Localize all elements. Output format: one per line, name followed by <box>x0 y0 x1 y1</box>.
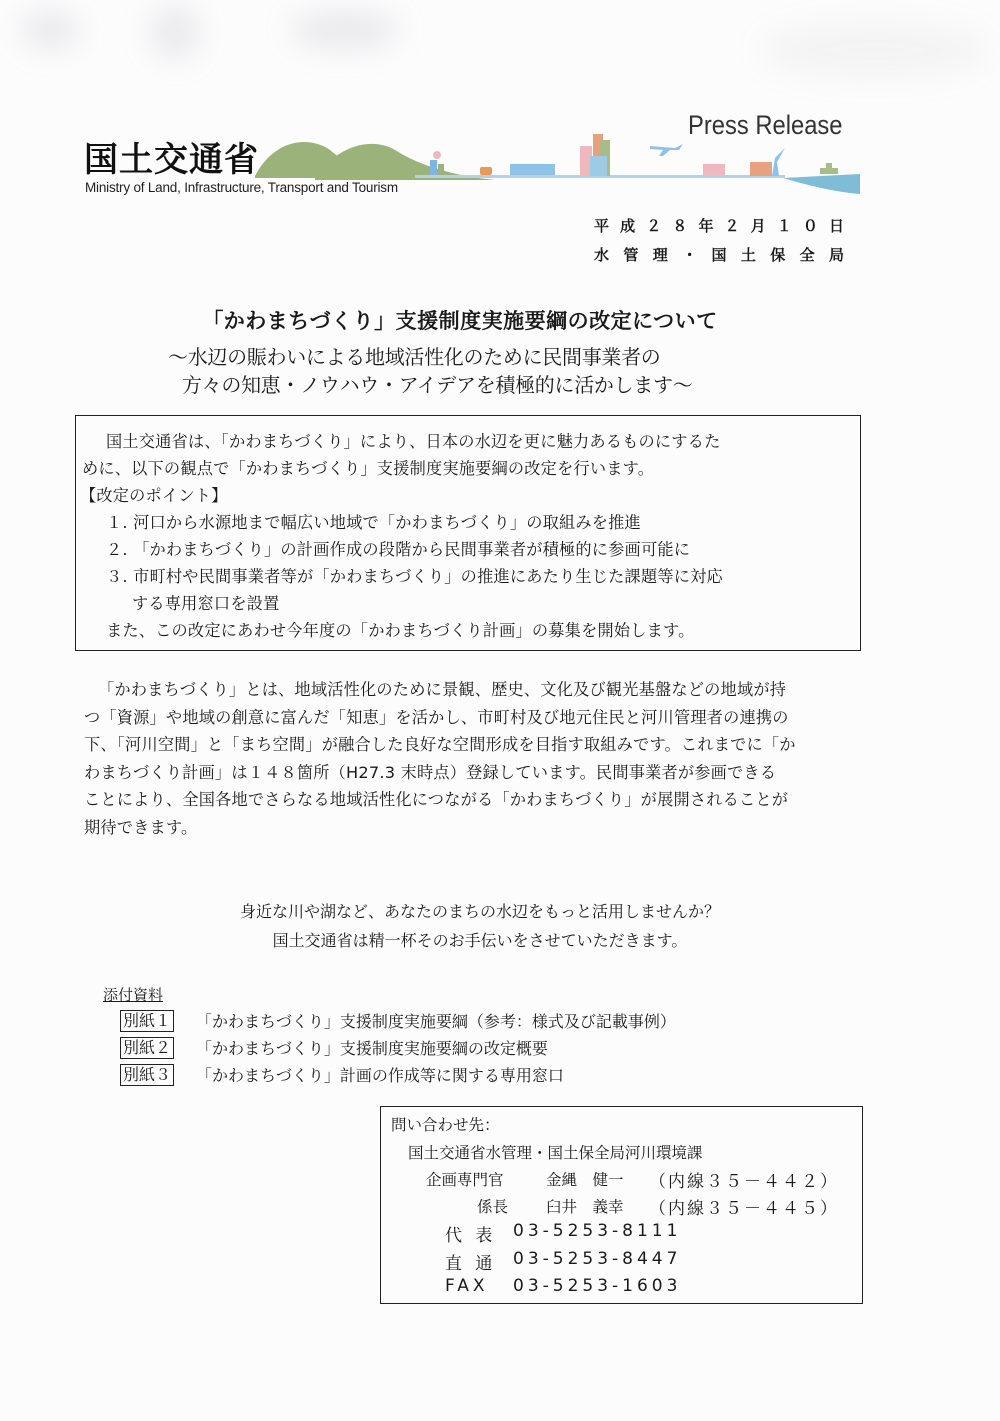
attachment-item[interactable] <box>120 1009 676 1032</box>
ship-icon <box>820 168 838 174</box>
issue-date: 平成２８年２月１０日 <box>594 217 850 235</box>
scan-smudge <box>20 10 80 50</box>
attachments-heading: 添付資料 <box>103 986 164 1004</box>
phone-number[interactable]: 03-5253-8111 <box>513 1221 682 1241</box>
fax-number[interactable]: 03-5253-1603 <box>513 1276 682 1296</box>
point-text: 河口から水源地まで幅広い地域で「かわまちづくり」の取組みを推進 <box>133 513 641 532</box>
ministry-logo-en: Ministry of Land, Infrastructure, Transport and Tourism <box>85 180 398 195</box>
point-text: 市町村や民間事業者等が「かわまちづくり」の推進にあたり生じた課題等に対応 <box>133 567 723 586</box>
points-heading: 【改定のポイント】 <box>80 486 228 505</box>
phone-number[interactable]: 03-5253-8447 <box>513 1249 682 1269</box>
attachment-title: 「かわまちづくり」計画の作成等に関する専用窓口 <box>196 1066 564 1085</box>
revision-summary-box <box>75 415 861 651</box>
summary-intro-line: 国土交通省は、「かわまちづくり」により、日本の水辺を更に魅力あるものにするた <box>106 432 721 451</box>
body-line: ことにより、全国各地でさらなる地域活性化につながる「かわまちづくり」が展開されることが <box>84 790 789 809</box>
plane-icon <box>650 144 683 156</box>
factory-icon <box>750 162 772 176</box>
body-paragraph <box>84 676 864 841</box>
attachment-tag: 別紙３ <box>120 1064 174 1086</box>
point-number: １. <box>106 513 128 532</box>
attachment-title: 「かわまちづくり」支援制度実施要綱の改定概要 <box>196 1039 548 1058</box>
attachment-item[interactable] <box>120 1063 564 1086</box>
point-number: ２. <box>106 540 128 559</box>
ministry-logo-jp: 国土交通省 <box>84 140 259 180</box>
appeal-line: 身近な川や湖など、あなたのまちの水辺をもっと活用しませんか？ <box>239 902 720 921</box>
revision-point <box>106 509 641 536</box>
sea-shape <box>783 174 860 194</box>
attachment-title: 「かわまちづくり」支援制度実施要綱（参考：様式及び記載事例） <box>196 1012 676 1031</box>
attachment-item[interactable] <box>120 1036 548 1059</box>
attachment-tag: 別紙１ <box>120 1010 174 1032</box>
document-subtitle <box>168 343 692 399</box>
contact-name: 臼井 義幸 <box>546 1198 624 1216</box>
point-number: ３. <box>106 567 128 586</box>
phone-label: 直 通 <box>445 1254 497 1274</box>
summary-closing: また、この改定にあわせ今年度の「かわまちづくり計画」の募集を開始します。 <box>106 621 695 640</box>
subtitle-line: 方々の知恵・ノウハウ・アイデアを積極的に活かします～ <box>182 373 693 397</box>
landscape-banner-illustration <box>255 128 860 196</box>
contact-extension: （内線３５－４４２） <box>649 1172 839 1192</box>
point-text: 「かわまちづくり」の計画作成の段階から民間事業者が積極的に参画可能に <box>133 540 691 559</box>
body-line: 「かわまちづくり」とは、地域活性化のために景観、歴史、文化及び観光基盤などの地域が持 <box>98 680 787 699</box>
building-icon <box>590 156 607 176</box>
document-title: 「かわまちづくり」支援制度実施要綱の改定について <box>202 309 718 333</box>
scan-smudge <box>150 5 200 60</box>
subtitle-line: ～水辺の賑わいによる地域活性化のために民間事業者の <box>168 345 661 369</box>
scan-smudge <box>290 10 400 50</box>
contact-role: 企画専門官 <box>426 1171 504 1189</box>
contact-box <box>380 1106 863 1304</box>
contact-heading: 問い合わせ先： <box>391 1116 500 1134</box>
attachment-tag: 別紙２ <box>120 1037 174 1059</box>
phone-label: FAX <box>445 1276 489 1296</box>
revision-point <box>106 563 723 590</box>
scan-smudge <box>760 20 990 80</box>
summary-intro-line: めに、以下の観点で「かわまちづくり」支援制度実施要綱の改定を行います。 <box>82 459 655 478</box>
issuing-bureau: 水管理・国土保全局 <box>594 246 850 264</box>
body-line: つ「資源」や地域の創意に富んだ「知恵」を活かし、市町村及び地元住民と河川管理者の連携の <box>84 707 789 727</box>
phone-label: 代 表 <box>445 1226 497 1246</box>
body-line: 期待できます。 <box>84 817 198 837</box>
car-icon <box>480 167 492 175</box>
truck-icon <box>703 164 725 175</box>
body-line: 下、「河川空間」と「まち空間」が融合した良好な空間形成を目指す取組みです。これまでに「か <box>84 735 796 754</box>
point-text-continued: する専用窓口を設置 <box>132 594 280 613</box>
train-icon <box>510 164 555 175</box>
press-release-label: Press Release <box>688 110 843 140</box>
contact-role: 係長 <box>477 1198 509 1216</box>
contact-department: 国土交通省水管理・国土保全局河川環境課 <box>408 1144 703 1162</box>
revision-point <box>106 536 690 563</box>
contact-extension: （内線３５－４４５） <box>649 1199 839 1219</box>
contact-name: 金縄 健一 <box>546 1171 624 1189</box>
issue-info <box>594 212 850 270</box>
mountain-shape <box>315 144 495 180</box>
appeal-line: 国土交通省は精一杯そのお手伝いをさせていただきます。 <box>272 931 688 950</box>
body-line: わまちづくり計画」は１４８箇所（H27.3 末時点）登録しています。民間事業者が参画できる <box>84 762 777 782</box>
